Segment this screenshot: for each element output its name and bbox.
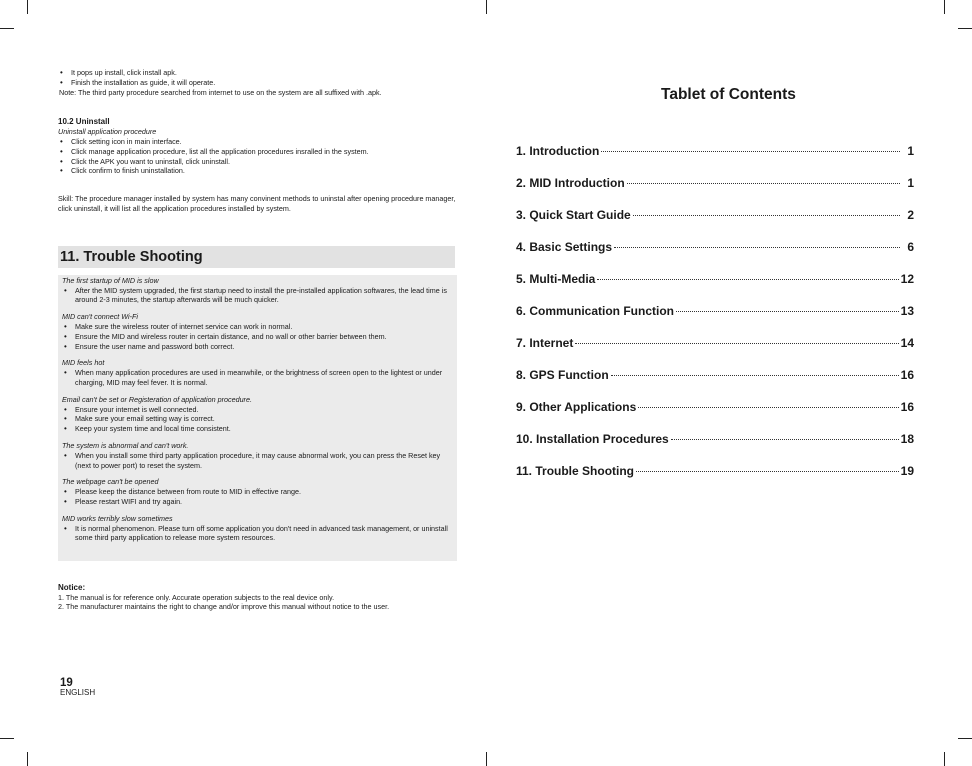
dot-leader: [597, 278, 898, 280]
trouble-shooting-title: 11. Trouble Shooting: [58, 246, 455, 268]
dot-leader: [627, 182, 900, 184]
list-item: • It is normal phenomenon. Please turn off some application you don't need in advanced task management, or uninstall some third party application to release more system resources.: [62, 524, 455, 544]
toc-entry[interactable]: [516, 304, 914, 336]
toc-entry-page: 13: [900, 304, 914, 318]
list-item: • Keep your system time and local time consistent.: [62, 424, 455, 434]
toc-entry[interactable]: [516, 240, 914, 272]
left-page: [58, 68, 458, 612]
page-number: 19: [60, 677, 73, 689]
toc-entry-page: 12: [900, 272, 914, 286]
skill-paragraph: Skill: The procedure manager installed by system has many convinent methods to uninstal after opening procedure manager, click uninstall, it will list all the application procedures installed by system.: [58, 194, 456, 213]
list-item: • Ensure your internet is well connected.: [62, 405, 455, 415]
page-title: Tablet of Contents: [661, 86, 796, 103]
toc-entry-label: 4. Basic Settings: [516, 240, 613, 254]
list-item: • It pops up install, click install apk.: [58, 68, 458, 78]
dot-leader: [636, 470, 899, 472]
trouble-group: [62, 358, 455, 387]
toc-entry-label: 8. GPS Function: [516, 368, 609, 382]
toc-entry-label: 9. Other Applications: [516, 400, 637, 414]
toc-entry[interactable]: [516, 336, 914, 368]
toc-entry-page: 18: [900, 432, 914, 446]
dot-leader: [633, 214, 900, 216]
toc-entry-label: 10. Installation Procedures: [516, 432, 669, 446]
dot-leader: [601, 150, 900, 152]
list-item: • Please restart WIFI and try again.: [62, 497, 455, 507]
crop-mark: [958, 28, 972, 29]
trouble-question: MID can't connect Wi-Fi: [62, 312, 138, 322]
toc-entry-page: 6: [907, 240, 914, 254]
toc-entry-label: 11. Trouble Shooting: [516, 464, 635, 478]
section-heading: 10.2 Uninstall: [58, 117, 110, 127]
toc-entry-page: 19: [900, 464, 914, 478]
toc-entry[interactable]: [516, 400, 914, 432]
dot-leader: [575, 342, 898, 344]
dot-leader: [676, 310, 899, 312]
trouble-question: The system is abnormal and can't work.: [62, 440, 189, 450]
trouble-question: MID works terribly slow sometimes: [62, 513, 173, 523]
crop-mark: [0, 28, 14, 29]
toc-entry[interactable]: [516, 272, 914, 304]
list-item: • Ensure the MID and wireless router in certain distance, and no wall or other barrier between them.: [62, 332, 455, 342]
toc-entry[interactable]: [516, 176, 914, 208]
trouble-question: The first startup of MID is slow: [62, 275, 159, 285]
section-subheading: Uninstall application procedure: [58, 127, 157, 137]
uninstall-bullet-list: [58, 137, 458, 176]
toc-entry-page: 1: [907, 176, 914, 190]
list-item: • Click confirm to finish uninstallation.: [58, 166, 458, 176]
crop-mark: [27, 752, 28, 766]
table-of-contents: [516, 144, 914, 496]
trouble-group: [62, 276, 455, 305]
trouble-question: Email can't be set or Registeration of application procedure.: [62, 394, 252, 404]
trouble-group: [62, 477, 455, 506]
crop-mark: [486, 0, 487, 14]
trouble-group: [62, 514, 455, 543]
toc-entry-page: 1: [907, 144, 914, 158]
list-item: • Finish the installation as guide, it will operate.: [58, 78, 458, 88]
dot-leader: [671, 438, 899, 440]
dot-leader: [614, 246, 900, 248]
toc-entry-label: 1. Introduction: [516, 144, 600, 158]
toc-entry-page: 14: [900, 336, 914, 350]
list-item: • Make sure your email setting way is correct.: [62, 414, 455, 424]
list-item: • When you install some third party application procedure, it may cause abnormal work, you can press the Reset key (next to power port) to reset the system.: [62, 451, 455, 471]
toc-entry-label: 6. Communication Function: [516, 304, 674, 318]
trouble-question: MID feels hot: [62, 358, 105, 368]
trouble-shooting-box: [58, 275, 457, 561]
trouble-group: [62, 441, 455, 470]
toc-entry-label: 7. Internet: [516, 336, 574, 350]
dot-leader: [638, 406, 898, 408]
notice-heading: Notice:: [58, 582, 86, 592]
install-note: Note: The third party procedure searched from internet to use on the system are all suffixed with .apk.: [59, 87, 382, 97]
trouble-group: [62, 312, 455, 351]
toc-entry[interactable]: [516, 208, 914, 240]
list-item: • Click setting icon in main interface.: [58, 137, 458, 147]
toc-entry[interactable]: [516, 368, 914, 400]
dot-leader: [611, 374, 899, 376]
toc-entry[interactable]: [516, 464, 914, 496]
crop-mark: [27, 0, 28, 14]
trouble-question: The webpage can't be opened: [62, 477, 159, 487]
list-item: • When many application procedures are used in meanwhile, or the brightness of screen open to the lightest or under charging, MID may feel fever. It is normal.: [62, 368, 455, 388]
toc-entry-page: 16: [900, 400, 914, 414]
list-item: • Ensure the user name and password both correct.: [62, 342, 455, 352]
toc-entry[interactable]: [516, 144, 914, 176]
notice-line: 1. The manual is for reference only. Accurate operation subjects to the real device only.: [58, 592, 335, 602]
list-item: • After the MID system upgraded, the first startup need to install the pre-installed application softwares, the lead time is around 2-3 minutes, the startup afterwards will be much quicker.: [62, 286, 455, 306]
toc-entry-label: 3. Quick Start Guide: [516, 208, 631, 222]
crop-mark: [944, 0, 945, 14]
list-item: • Click manage application procedure, list all the application procedures insralled in the system.: [58, 147, 458, 157]
toc-entry-page: 16: [900, 368, 914, 382]
install-bullet-list: [58, 68, 458, 88]
page-language: ENGLISH: [60, 688, 96, 697]
list-item: • Please keep the distance between from route to MID in effective range.: [62, 487, 455, 497]
crop-mark: [0, 738, 14, 739]
list-item: • Make sure the wireless router of internet service can work in normal.: [62, 322, 455, 332]
toc-entry-label: 5. Multi-Media: [516, 272, 596, 286]
notice-block: [58, 583, 458, 612]
trouble-group: [62, 395, 455, 434]
crop-mark: [958, 738, 972, 739]
toc-entry[interactable]: [516, 432, 914, 464]
list-item: • Click the APK you want to uninstall, click uninstall.: [58, 157, 458, 167]
crop-mark: [486, 752, 487, 766]
notice-line: 2. The manufacturer maintains the right to change and/or improve this manual without notice to the user.: [58, 602, 390, 612]
crop-mark: [944, 752, 945, 766]
toc-entry-label: 2. MID Introduction: [516, 176, 625, 190]
toc-entry-page: 2: [907, 208, 914, 222]
